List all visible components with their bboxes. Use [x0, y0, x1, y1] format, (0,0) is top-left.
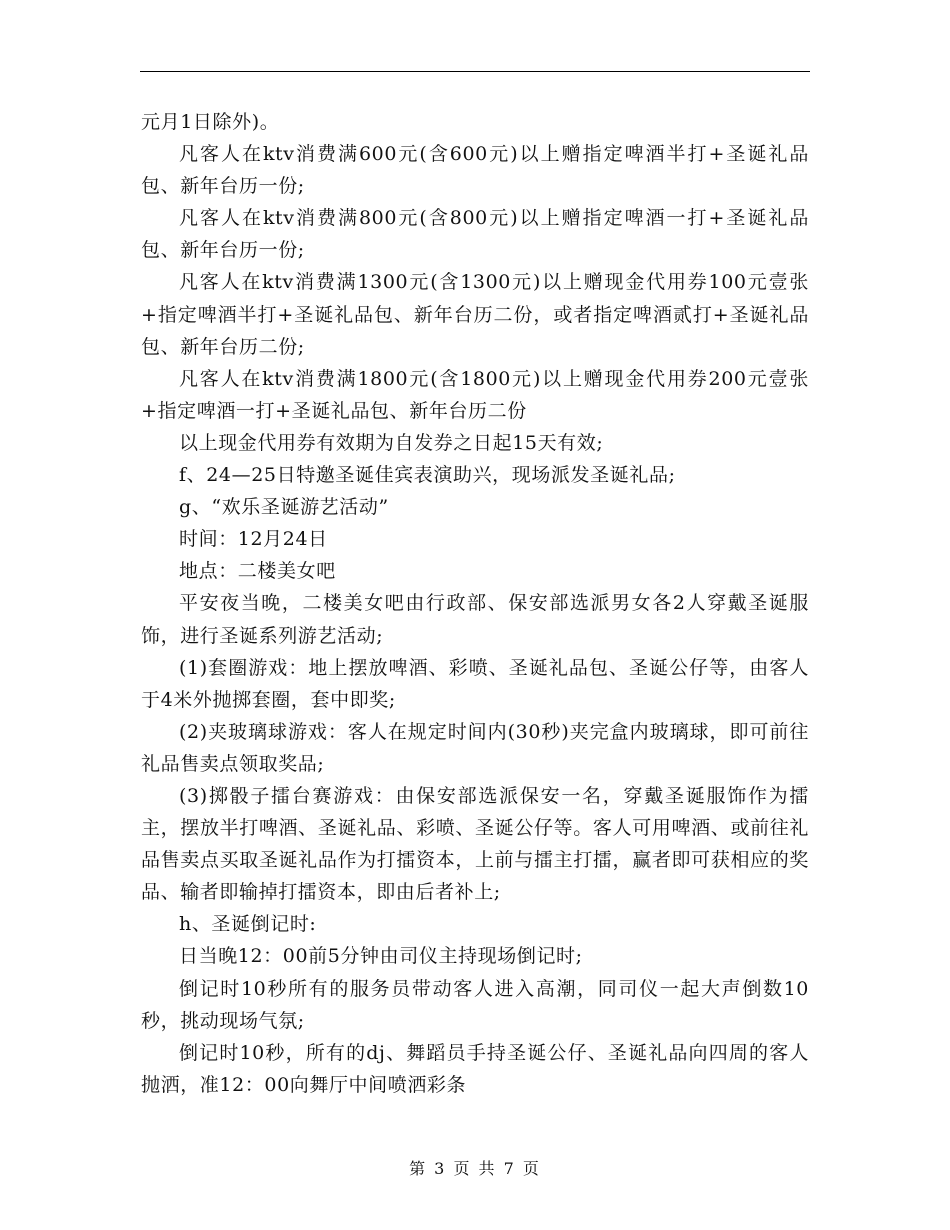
paragraph: 凡客人在ktv消费满600元(含600元)以上赠指定啤酒半打+圣诞礼品包、新年台历一份; [141, 143, 809, 198]
paragraph: 凡客人在ktv消费满1300元(含1300元)以上赠现金代用券100元壹张+指定啤酒半打+圣诞礼品包、新年台历二份，或者指定啤酒贰打+圣诞礼品包、新年台历二份; [141, 271, 809, 358]
paragraph: 时间：12月24日 [179, 528, 328, 551]
document-body [141, 106, 809, 1101]
paragraph: (3)掷骰子擂台赛游戏：由保安部选派保安一名，穿戴圣诞服饰作为擂主，摆放半打啤酒、圣诞礼品、彩喷、圣诞公仔等。客人可用啤酒、或前往礼品售卖点买取圣诞礼品作为打擂资本，上前与擂主打擂，赢者即可获相应的奖品、输者即输掉打擂资本，即由后者补上; [141, 784, 809, 904]
paragraph: 平安夜当晚，二楼美女吧由行政部、保安部选派男女各2人穿戴圣诞服饰，进行圣诞系列游艺活动; [141, 592, 809, 647]
paragraph: 日当晚12：00前5分钟由司仪主持现场倒记时; [179, 945, 583, 968]
paragraph: 以上现金代用券有效期为自发券之日起15天有效; [179, 431, 604, 454]
paragraph: (2)夹玻璃球游戏：客人在规定时间内(30秒)夹完盒内玻璃球，即可前往礼品售卖点领取奖品; [141, 720, 809, 775]
paragraph: 倒记时10秒，所有的dj、舞蹈员手持圣诞公仔、圣诞礼品向四周的客人抛洒，准12：00向舞厅中间喷洒彩条 [141, 1041, 809, 1096]
page-number-footer: 第 3 页 共 7 页 [409, 1159, 541, 1178]
paragraph: 倒记时10秒所有的服务员带动客人进入高潮，同司仪一起大声倒数10秒，挑动现场气氛; [141, 977, 809, 1032]
paragraph: 地点：二楼美女吧 [179, 560, 336, 583]
paragraph: 元月1日除外)。 [141, 111, 280, 133]
paragraph: f、24—25日特邀圣诞佳宾表演助兴，现场派发圣诞礼品; [179, 464, 676, 487]
header-rule [140, 71, 810, 72]
paragraph: h、圣诞倒记时: [179, 913, 317, 936]
paragraph: (1)套圈游戏：地上摆放啤酒、彩喷、圣诞礼品包、圣诞公仔等，由客人于4米外抛掷套圈，套中即奖; [141, 656, 809, 711]
paragraph: 凡客人在ktv消费满1800元(含1800元)以上赠现金代用券200元壹张+指定啤酒一打+圣诞礼品包、新年台历二份 [141, 367, 809, 422]
paragraph: 凡客人在ktv消费满800元(含800元)以上赠指定啤酒一打+圣诞礼品包、新年台历一份; [141, 207, 809, 262]
paragraph: g、“欢乐圣诞游艺活动” [179, 496, 389, 519]
